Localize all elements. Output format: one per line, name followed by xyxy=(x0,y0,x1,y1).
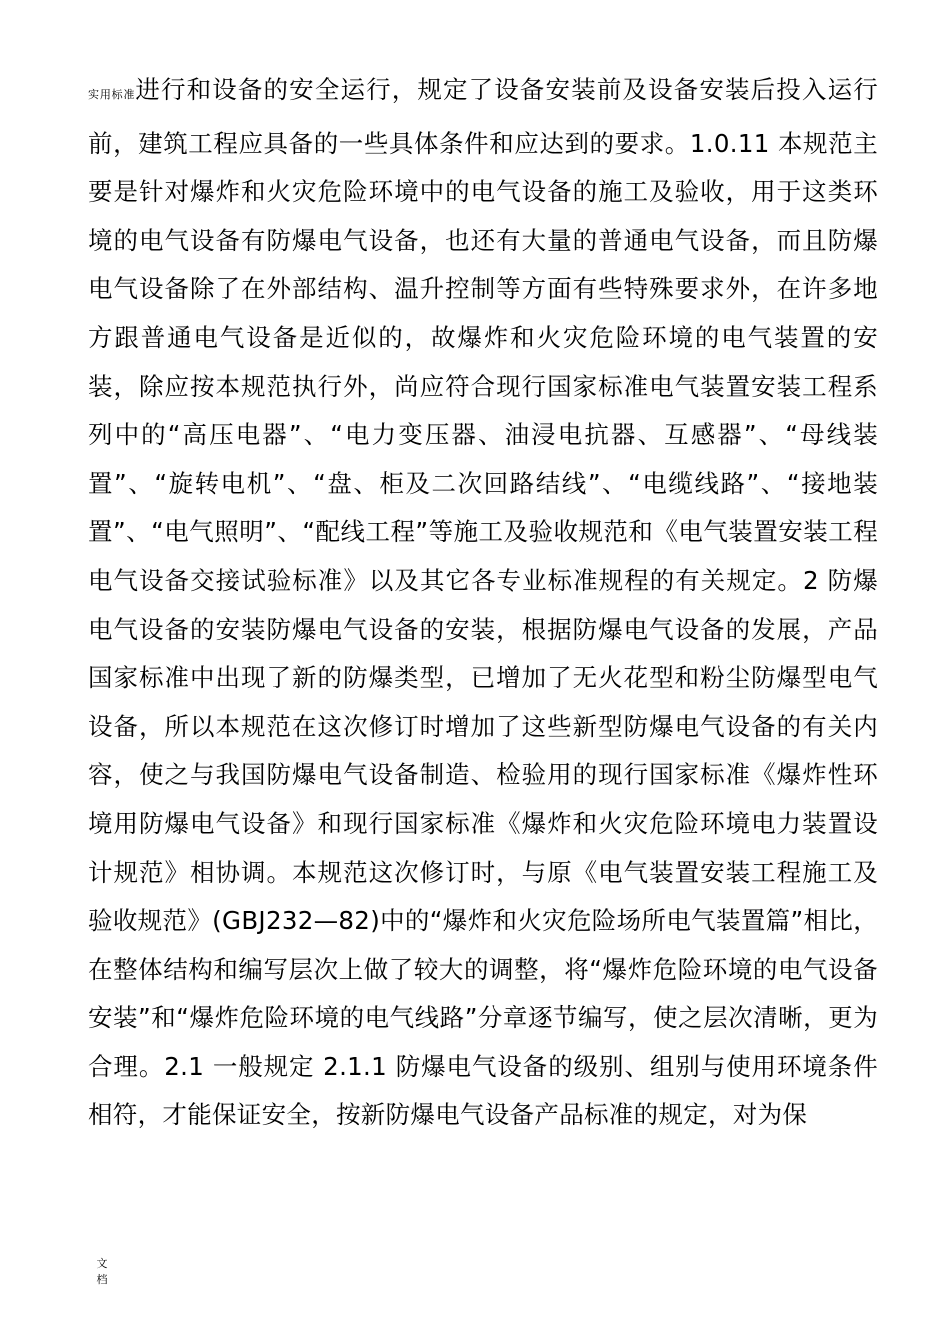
body-paragraph xyxy=(88,66,878,1140)
footer-tag: 文档 xyxy=(96,1257,108,1286)
body-text: 进行和设备的安全运行，规定了设备安装前及设备安装后投入运行前，建筑工程应具备的一些具体条件和应达到的要求。1.0.11 本规范主要是针对爆炸和火灾危险环境中的电气设备的施工及验收，用于这类环境的电气设备有防爆电气设备，也还有大量的普通电气设备，而且防爆电气设备除了在外部结构、温升控制等方面有些特殊要求外，在许多地方跟普通电气设备是近似的，故爆炸和火灾危险环境的电气装置的安装，除应按本规范执行外，尚应符合现行国家标准电气装置安装工程系列中的“高压电器”、“电力变压器、油浸电抗器、互感器”、“母线装置”、“旋转电机”、“盘、柜及二次回路结线”、“电缆线路”、“接地装置”、“电气照明”、“配线工程”等施工及验收规范和《电气装置安装工程电气设备交接试验标准》以及其它各专业标准规程的有关规定。2 防爆电气设备的安装防爆电气设备的安装，根据防爆电气设备的发展，产品国家标准中出现了新的防爆类型，已增加了无火花型和粉尘防爆型电气设备，所以本规范在这次修订时增加了这些新型防爆电气设备的有关内容，使之与我国防爆电气设备制造、检验用的现行国家标准《爆炸性环境用防爆电气设备》和现行国家标准《爆炸和火灾危险环境电力装置设计规范》相协调。本规范这次修订时，与原《电气装置安装工程施工及验收规范》(GBJ232—82)中的“爆炸和火灾危险场所电气装置篇”相比，在整体结构和编写层次上做了较大的调整，将“爆炸危险环境的电气设备安装”和“爆炸危险环境的电气线路”分章逐节编写，使之层次清晰，更为合理。2.1 一般规定 2.1.1 防爆电气设备的级别、组别与使用环境条件相符，才能保证安全，按新防爆电气设备产品标准的规定，对为保 xyxy=(88,75,879,1130)
header-tag: 实用标准 xyxy=(88,88,136,101)
